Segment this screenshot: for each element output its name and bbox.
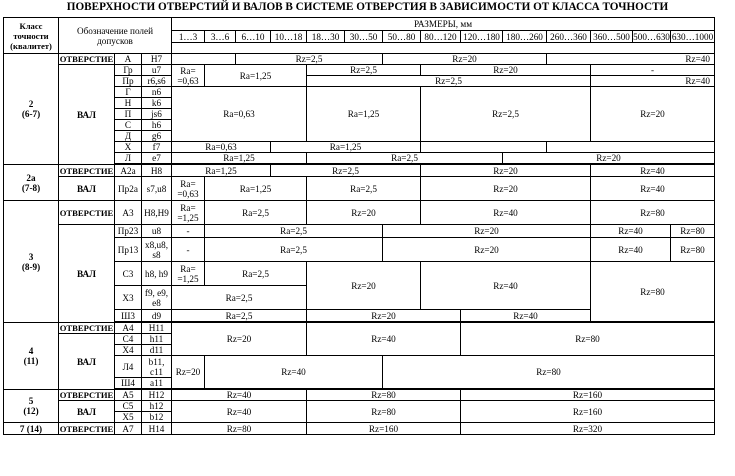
header-class: Класс точности (квалитет) <box>4 18 59 54</box>
code: А <box>115 54 142 65</box>
class-7: 7 (14) <box>4 423 59 435</box>
code: Гр <box>115 65 142 76</box>
fit: n6 <box>142 87 172 98</box>
fit: f7 <box>142 142 172 153</box>
range-9: 180…260 <box>503 31 547 43</box>
value: Rz=2,5 <box>236 54 383 65</box>
value: Rz=40 <box>461 310 591 322</box>
class-2: 2 (6-7) <box>4 54 59 165</box>
value: Rz=40 <box>172 401 307 423</box>
value: Rz=40 <box>591 177 715 201</box>
shaft-label: ВАЛ <box>59 225 115 323</box>
fit: Н8 <box>142 165 172 177</box>
value: Rz=20 <box>421 165 591 177</box>
value: Rz=40 <box>421 262 591 310</box>
value: Ra=1,25 <box>205 177 307 201</box>
range-3: 10…18 <box>271 31 307 43</box>
code: Х3 <box>115 286 142 310</box>
value: Ra=2,5 <box>172 310 307 322</box>
code: Х5 <box>115 412 142 423</box>
value: Ra=2,5 <box>307 177 421 201</box>
value: Rz=80 <box>172 423 307 435</box>
hole-label: ОТВЕРСТИЕ <box>59 323 114 333</box>
code: А7 <box>115 423 142 435</box>
value: - <box>172 238 205 262</box>
code: Л <box>115 153 142 164</box>
value: Rz=160 <box>307 423 461 435</box>
value: Rz=20 <box>503 153 715 164</box>
fit: Н7 <box>142 54 172 65</box>
fit: h11 <box>142 334 172 345</box>
code: Д <box>115 131 142 142</box>
value: Ra=1,25 <box>307 87 421 142</box>
value: Rz=20 <box>307 310 461 322</box>
value: Rz=160 <box>461 390 715 401</box>
range-4: 18…30 <box>307 31 345 43</box>
class-4: 4 (11) <box>4 323 59 390</box>
shaft-label: ВАЛ <box>59 65 115 165</box>
shaft-label: ВАЛ <box>59 177 115 201</box>
code: С4 <box>115 334 142 345</box>
value: Ra= =0,63 <box>172 177 205 201</box>
fit: b11, c11 <box>142 356 172 378</box>
value: Ra=1,25 <box>172 153 307 164</box>
code: Пр <box>115 76 142 87</box>
range-8: 120…180 <box>461 31 503 43</box>
code: Пр13 <box>115 238 142 262</box>
hole-label: ОТВЕРСТИЕ <box>59 423 114 434</box>
shaft-label: ВАЛ <box>59 401 115 423</box>
fit: f9, e9, e8 <box>142 286 172 310</box>
value: Ra=2,5 <box>205 238 383 262</box>
roughness-table <box>3 17 715 435</box>
shaft-label: ВАЛ <box>59 334 115 390</box>
value: Rz=80 <box>591 201 715 225</box>
range-0: 1…3 <box>172 31 205 43</box>
value: Rz=20 <box>421 65 591 76</box>
fit: r6,s6 <box>142 76 172 87</box>
value: Ra= =1,25 <box>172 262 205 286</box>
value: Rz=20 <box>307 201 421 225</box>
code: С <box>115 120 142 131</box>
range-13: 630…1000 <box>671 31 714 42</box>
value: Ra=2,5 <box>205 262 307 286</box>
fit: Н8,Н9 <box>142 201 172 225</box>
fit: d9 <box>142 310 172 322</box>
code: Г <box>115 87 142 98</box>
value: Ra=0,63 <box>172 142 271 153</box>
value: Rz=20 <box>383 225 591 238</box>
code: А4 <box>115 323 142 334</box>
fit: k6 <box>142 98 172 109</box>
value: Ra=2,5 <box>172 286 307 310</box>
range-5: 30…50 <box>345 31 383 43</box>
fit: d11 <box>142 345 172 356</box>
hole-label: ОТВЕРСТИЕ <box>59 54 114 64</box>
class-3: 3 (8-9) <box>4 201 59 323</box>
page-title: ПОВЕРХНОСТИ ОТВЕРСТИЙ И ВАЛОВ В СИСТЕМЕ ОТВЕРСТИЯ В ЗАВИСИМОСТИ ОТ КЛАССА ТОЧНОСТИ <box>66 1 669 13</box>
range-6: 50…80 <box>383 31 421 43</box>
value: Ra=1,25 <box>172 165 271 177</box>
value: Rz=80 <box>307 390 461 401</box>
value: Rz=80 <box>461 323 715 356</box>
range-7: 80…120 <box>421 31 461 43</box>
fit: h6 <box>142 120 172 131</box>
value: Ra=0,63 <box>172 87 307 142</box>
fit: g6 <box>142 131 172 142</box>
fit: x8,u8, s8 <box>142 238 172 262</box>
value: Rz=40 <box>205 356 383 389</box>
value: Rz=80 <box>307 401 461 423</box>
value: Ra=2,5 <box>307 153 503 164</box>
range-10: 260…360 <box>547 31 591 43</box>
code: С5 <box>115 401 142 412</box>
value: Rz=160 <box>461 401 715 423</box>
code: Х <box>115 142 142 153</box>
fit: Н14 <box>142 423 172 435</box>
class-5: 5 (12) <box>4 390 59 423</box>
range-11: 360…500 <box>591 31 633 43</box>
value: Rz=80 <box>671 225 715 238</box>
code: Х4 <box>115 345 142 356</box>
value: Rz=2,5 <box>307 76 591 87</box>
code: С3 <box>115 262 142 286</box>
value: Rz=20 <box>421 177 591 201</box>
value: Rz=20 <box>383 54 547 65</box>
value: Rz=40 <box>591 76 715 87</box>
code: Ш4 <box>115 378 142 389</box>
hole-label: ОТВЕРСТИЕ <box>59 165 114 176</box>
value: - <box>172 225 205 238</box>
value: Rz=2,5 <box>307 65 421 76</box>
value: Ra=2,5 <box>205 225 383 238</box>
value: Rz=20 <box>307 262 421 310</box>
value: Rz=40 <box>547 54 715 65</box>
range-1: 3…6 <box>205 31 236 43</box>
code: Н <box>115 98 142 109</box>
value: Rz=80 <box>383 356 715 389</box>
range-12: 500…630 <box>633 31 670 42</box>
value: Ra=1,25 <box>271 142 421 153</box>
fit: u8 <box>142 225 172 238</box>
fit: b12 <box>142 412 172 423</box>
code: П <box>115 109 142 120</box>
value: - <box>591 65 715 76</box>
code: Ш3 <box>115 310 142 322</box>
hole-label: ОТВЕРСТИЕ <box>59 201 115 225</box>
fit: h12 <box>142 401 172 412</box>
fit: u7 <box>142 65 172 76</box>
value: Rz=80 <box>591 262 715 322</box>
value: Rz=320 <box>461 423 715 435</box>
code: А3 <box>115 201 142 225</box>
value: Ra= =1,25 <box>172 201 205 225</box>
value: Rz=2,5 <box>421 87 591 142</box>
value: Rz=40 <box>307 323 461 356</box>
value: Ra=2,5 <box>205 201 307 225</box>
value: Rz=20 <box>383 238 591 262</box>
code: Пр23 <box>115 225 142 238</box>
value: Ra=1,25 <box>205 65 307 87</box>
code: А5 <box>115 390 142 401</box>
value: Rz=80 <box>671 238 715 262</box>
code: Л4 <box>115 356 142 378</box>
code: А2а <box>115 165 142 177</box>
fit: s7,u8 <box>142 177 172 201</box>
fit: Н12 <box>142 390 172 401</box>
value: Rz=40 <box>591 165 715 177</box>
value: Rz=40 <box>591 225 671 238</box>
fit: js6 <box>142 109 172 120</box>
value: Rz=40 <box>591 238 671 262</box>
fit: e7 <box>142 153 172 164</box>
value: Rz=20 <box>591 87 715 142</box>
value: Rz=40 <box>421 201 591 225</box>
value: Rz=20 <box>172 323 307 356</box>
range-2: 6…10 <box>236 31 271 43</box>
code: Пр2а <box>115 177 142 201</box>
header-sizes: РАЗМЕРЫ, мм <box>172 18 715 31</box>
hole-label: ОТВЕРСТИЕ <box>59 390 114 400</box>
fit: a11 <box>142 378 172 389</box>
fit: h8, h9 <box>142 262 172 286</box>
value: Rz=20 <box>172 356 205 389</box>
class-2a: 2а (7-8) <box>4 165 59 201</box>
fit: Н11 <box>142 323 172 334</box>
value: Ra= =0,63 <box>172 65 205 87</box>
header-designation: Обозначение полей допусков <box>59 18 172 54</box>
value: Rz=40 <box>172 390 307 401</box>
value: Rz=2,5 <box>271 165 421 177</box>
